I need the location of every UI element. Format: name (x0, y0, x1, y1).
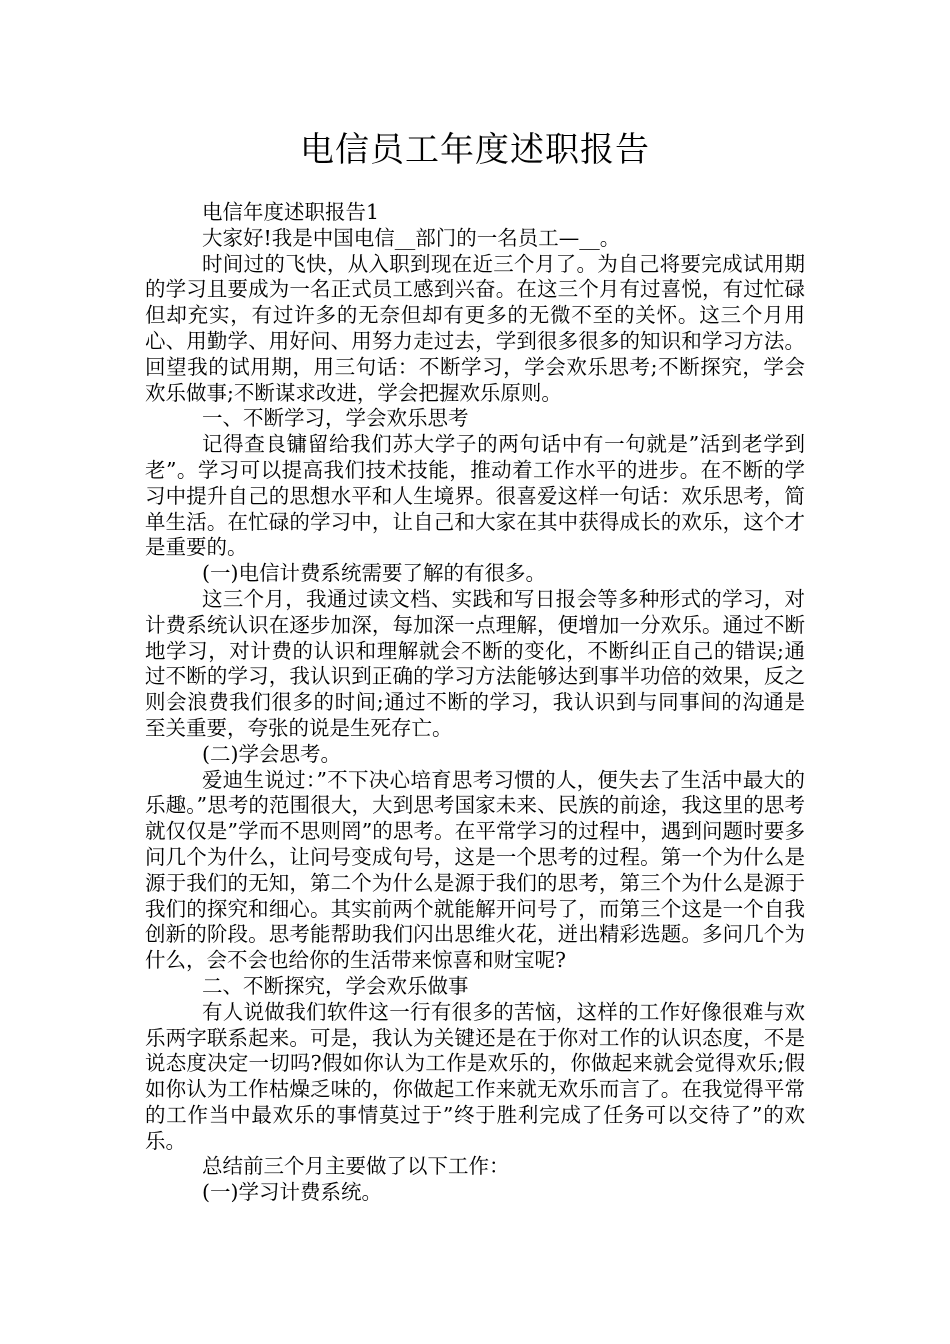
report-heading: 电信年度述职报告1 (202, 200, 380, 224)
body-paragraph: 有人说做我们软件这一行有很多的苦恼，这样的工作好像很难与欢乐两字联系起来。可是，我认为关键还是在于你对工作的认识态度，不是说态度决定一切吗?假如你认为工作是欢乐的，你做起来就会觉得欢乐;假如你认为工作枯燥乏味的，你做起工作来就无欢乐而言了。在我觉得平常的工作当中最欢乐的事情莫过于”终于胜利完成了任务可以交待了”的欢乐。 (145, 999, 805, 1153)
section-heading-2: 二、不断探究，学会欢乐做事 (202, 973, 469, 998)
work-item-1: (一)学习计费系统。 (202, 1180, 382, 1205)
subsection-heading-2: (二)学会思考。 (202, 741, 341, 766)
body-paragraph: 这三个月，我通过读文档、实践和写日报会等多种形式的学习，对计费系统认识在逐步加深，每加深一点理解，便增加一分欢乐。通过不断地学习，对计费的认识和理解就会不断的变化，不断纠正自己的错误;通过不断的学习，我认识到正确的学习方法能够达到事半功倍的效果，反之则会浪费我们很多的时间;通过不断的学习，我认识到与同事间的沟通是至关重要，夸张的说是生死存亡。 (145, 586, 805, 740)
body-paragraph: 爱迪生说过：”不下决心培育思考习惯的人，便失去了生活中最大的乐趣。”思考的范围很大，大到思考国家未来、民族的前途，我这里的思考就仅仅是”学而不思则罔”的思考。在平常学习的过程中，遇到问题时要多问几个为什么，让问号变成句号，这是一个思考的过程。第一个为什么是源于我们的无知，第二个为什么是源于我们的思考，第三个为什么是源于我们的探究和细心。其实前两个就能解开问号了，而第三个这是一个自我创新的阶段。思考能帮助我们闪出思维火花，迸出精彩选题。多问几个为什么，会不会也给你的生活带来惊喜和财宝呢? (145, 767, 805, 973)
body-paragraph: 记得查良镛留给我们苏大学子的两句话中有一句就是”活到老学到老”。学习可以提高我们技术技能，推动着工作水平的进步。在不断的学习中提升自己的思想水平和人生境界。很喜爱这样一句话：欢乐思考，简单生活。在忙碌的学习中，让自己和大家在其中获得成长的欢乐，这个才是重要的。 (145, 432, 805, 560)
subsection-heading-1: (一)电信计费系统需要了解的有很多。 (202, 561, 546, 586)
section-heading-1: 一、不断学习，学会欢乐思考 (202, 406, 469, 431)
intro-paragraph: 时间过的飞快，从入职到现在近三个月了。为自己将要完成试用期的学习且要成为一名正式员工感到兴奋。在这三个月有过喜悦，有过忙碌但却充实，有过许多的无奈但却有更多的无微不至的关怀。这三个月用心、用勤学、用好问、用努力走过去，学到很多很多的知识和学习方法。回望我的试用期，用三句话：不断学习，学会欢乐思考;不断探究，学会欢乐做事;不断谋求改进，学会把握欢乐原则。 (145, 251, 805, 405)
document-title: 电信员工年度述职报告 (300, 130, 650, 170)
greeting-paragraph: 大家好!我是中国电信__部门的一名员工—__。 (202, 225, 621, 250)
summary-intro: 总结前三个月主要做了以下工作： (202, 1154, 510, 1179)
document-body (145, 200, 805, 1206)
